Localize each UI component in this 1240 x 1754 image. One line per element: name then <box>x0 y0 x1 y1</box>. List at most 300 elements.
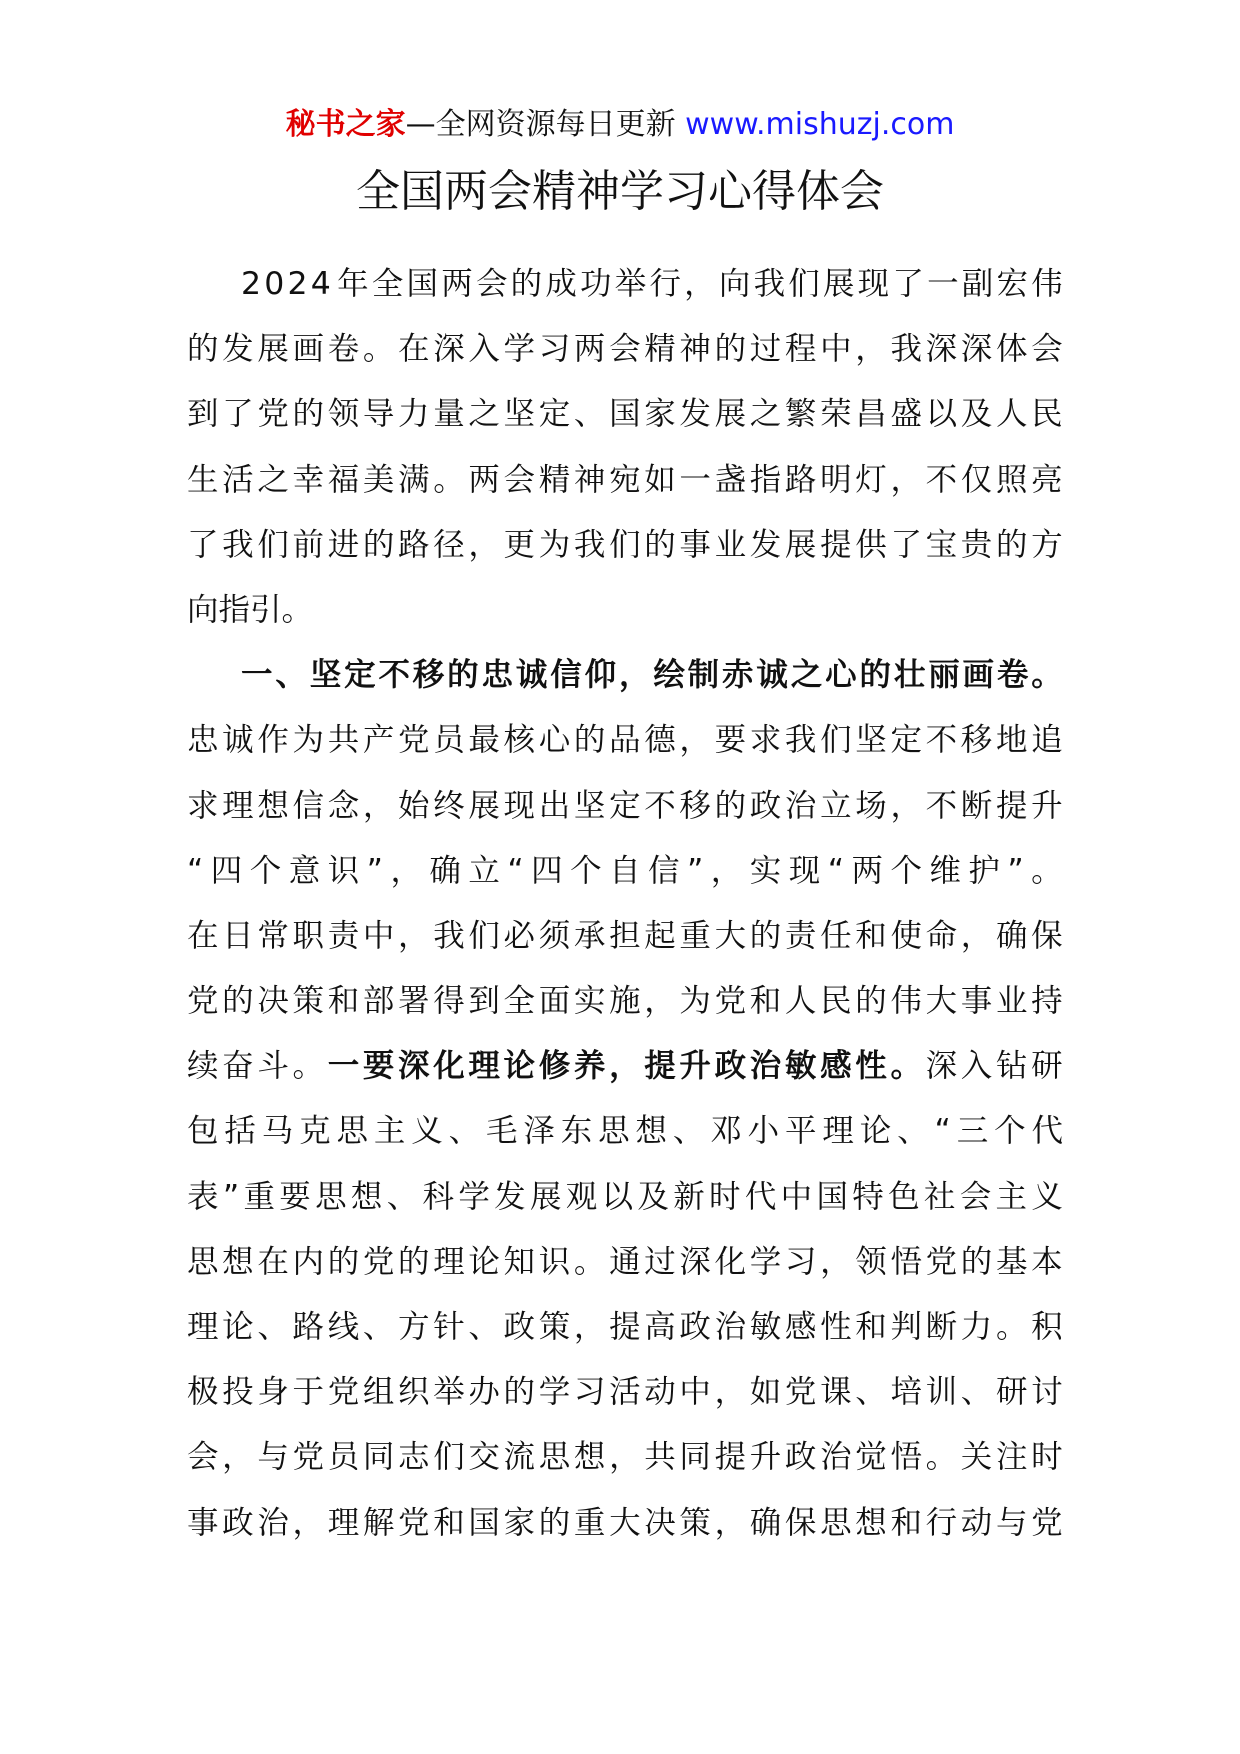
bold-char: 制 <box>687 657 720 694</box>
text-char: 们 <box>468 917 500 954</box>
bold-char: 。 <box>1031 657 1063 694</box>
text-char: 义 <box>1031 1178 1063 1215</box>
bold-char: 一 <box>327 1048 360 1085</box>
bold-char: 壮 <box>893 657 926 694</box>
text-char: 精 <box>538 461 571 498</box>
text-char: ， <box>468 526 500 563</box>
text-char: 为 <box>538 526 571 563</box>
text-char: 识 <box>538 1243 571 1280</box>
text-char: 表 <box>187 1178 219 1215</box>
text-char: 日 <box>222 917 254 954</box>
text-char: 党 <box>398 1504 430 1541</box>
bold-char: 移 <box>412 657 445 694</box>
text-char: 时 <box>1031 1439 1063 1476</box>
text-char: 量 <box>433 396 465 433</box>
text-char: 全 <box>371 266 404 302</box>
text-char: 党 <box>327 1374 360 1411</box>
text-char: ， <box>609 1439 641 1476</box>
text-char: 的 <box>644 526 676 563</box>
text-char: 了 <box>890 526 922 563</box>
text-char: 亮 <box>1031 461 1063 498</box>
site-url-link[interactable]: www.mishuzj.com <box>685 107 955 142</box>
text-line <box>187 1230 1063 1295</box>
text-char: 与 <box>995 1504 1028 1541</box>
text-char: 论 <box>222 1309 254 1345</box>
text-char: 们 <box>433 1439 465 1476</box>
text-char: 体 <box>995 331 1028 368</box>
text-char: 身 <box>257 1374 289 1411</box>
bold-char: 仰 <box>584 657 617 694</box>
text-char: 通 <box>609 1243 641 1280</box>
text-char: ， <box>890 787 922 824</box>
text-char: 提 <box>609 1309 641 1345</box>
text-char: 国 <box>816 1178 848 1215</box>
text-char: 在 <box>187 917 219 954</box>
text-char: 会 <box>187 1439 219 1476</box>
text-char: 判 <box>890 1309 922 1345</box>
text-char: 功 <box>580 266 612 302</box>
text-line <box>187 252 1063 317</box>
text-char: 国 <box>468 1504 500 1541</box>
text-char: 人 <box>995 396 1028 433</box>
text-char: 确 <box>749 1504 782 1541</box>
text-char: 家 <box>644 396 676 433</box>
text-char: 面 <box>538 983 571 1020</box>
text-char: 了 <box>187 526 219 563</box>
bold-char: 忠 <box>481 657 514 694</box>
text-char: 国 <box>609 396 641 433</box>
text-char: 我 <box>890 331 922 368</box>
text-char: 神 <box>679 331 711 368</box>
bold-char: 深 <box>398 1048 430 1085</box>
text-char: 终 <box>433 787 465 824</box>
text-char: 思 <box>538 1439 571 1476</box>
text-line <box>187 448 1063 513</box>
text-char: 个 <box>249 852 282 889</box>
text-char: 照 <box>995 461 1028 498</box>
text-line <box>187 839 1063 904</box>
text-char: 想 <box>635 1113 668 1150</box>
text-char: 必 <box>503 917 536 954</box>
text-char: 悟 <box>890 1243 922 1280</box>
text-char: 毛 <box>486 1113 518 1150</box>
text-char: 。 <box>1031 852 1063 889</box>
text-char: ， <box>573 1309 606 1345</box>
text-char: 针 <box>433 1309 465 1345</box>
text-char: 两 <box>441 266 473 302</box>
text-char: 展 <box>529 1178 562 1215</box>
bold-char: 养 <box>573 1048 606 1085</box>
text-char: 忠 <box>187 722 219 759</box>
text-char: 党 <box>784 1374 817 1411</box>
text-char: 的 <box>187 331 219 368</box>
text-char: “ <box>507 852 524 889</box>
text-line <box>187 578 1063 643</box>
text-char: 幸 <box>292 461 325 498</box>
text-char: 现 <box>788 852 821 889</box>
text-line <box>187 1034 1063 1099</box>
text-char: 向 <box>718 266 751 302</box>
bold-char: 心 <box>825 657 857 694</box>
text-char: 本 <box>1031 1243 1063 1280</box>
text-char: 的 <box>573 722 606 759</box>
text-char: 坚 <box>573 787 606 824</box>
bold-char: 诚 <box>515 657 548 694</box>
text-char: 时 <box>709 1178 741 1215</box>
text-char: 重 <box>243 1178 275 1215</box>
text-char: 力 <box>960 1309 993 1345</box>
text-char: 小 <box>747 1113 780 1150</box>
bold-char: 定 <box>344 657 376 694</box>
text-char: ， <box>714 1374 747 1411</box>
text-char: 论 <box>859 1113 892 1150</box>
text-char: 注 <box>995 1439 1028 1476</box>
text-char: 共 <box>327 722 360 759</box>
text-char: 主 <box>995 1178 1028 1215</box>
text-char: 论 <box>468 1243 500 1280</box>
text-char: 深 <box>433 331 465 368</box>
text-char: 施 <box>609 983 641 1020</box>
text-char: ， <box>820 1243 852 1280</box>
text-char: 指 <box>749 461 782 498</box>
text-char: 治 <box>820 1439 852 1476</box>
bold-char: 不 <box>378 657 410 694</box>
text-char: 定 <box>890 722 922 759</box>
text-char: ， <box>710 852 743 889</box>
text-char: 克 <box>299 1113 331 1150</box>
text-char: 一 <box>679 461 711 498</box>
text-char: 提 <box>820 526 852 563</box>
text-line <box>187 382 1063 447</box>
text-char: 策 <box>292 983 325 1020</box>
text-char: ” <box>366 852 383 889</box>
text-char: 心 <box>538 722 571 759</box>
text-char: 党 <box>714 983 747 1020</box>
text-char: 常 <box>257 917 289 954</box>
text-char: 流 <box>503 1439 536 1476</box>
text-char: 们 <box>257 526 289 563</box>
text-char: 习 <box>784 1243 817 1280</box>
text-char: 与 <box>257 1439 289 1476</box>
document-body <box>187 252 1063 1556</box>
text-char: 坚 <box>503 396 536 433</box>
text-char: ， <box>390 852 422 889</box>
text-char: 讨 <box>1031 1374 1063 1411</box>
text-char: 移 <box>960 722 993 759</box>
text-char: 责 <box>327 917 360 954</box>
bold-char: 卷 <box>996 657 1029 694</box>
text-char: 三 <box>956 1113 989 1150</box>
text-char: 核 <box>503 722 536 759</box>
text-char: 新 <box>673 1178 705 1215</box>
text-char: 自 <box>609 852 641 889</box>
text-char: 的 <box>960 1243 993 1280</box>
text-char: 思 <box>820 1504 852 1541</box>
text-char: 同 <box>362 1439 395 1476</box>
text-char: 地 <box>995 722 1028 759</box>
bold-char: 要 <box>362 1048 395 1085</box>
text-char: ， <box>362 787 395 824</box>
text-char: ， <box>890 461 922 498</box>
text-char: 决 <box>257 983 289 1020</box>
text-char: 提 <box>995 787 1028 824</box>
text-char: 在 <box>398 331 430 368</box>
text-char: 以 <box>601 1178 634 1215</box>
text-char: 之 <box>468 396 500 433</box>
text-char: 深 <box>960 331 993 368</box>
text-char: 我 <box>573 526 606 563</box>
text-char: 国 <box>406 266 439 302</box>
text-char: 平 <box>785 1113 817 1150</box>
text-line <box>187 1425 1063 1490</box>
text-char: 伟 <box>1031 266 1063 302</box>
text-char: 员 <box>327 1439 360 1476</box>
text-char: 。 <box>573 1243 606 1280</box>
text-char: 两 <box>468 461 500 498</box>
text-char: 我 <box>433 917 465 954</box>
text-char: 如 <box>749 1374 782 1411</box>
text-char: 理 <box>187 1309 219 1345</box>
text-char: 政 <box>679 1309 711 1345</box>
text-char: 深 <box>925 331 958 368</box>
text-char: 使 <box>890 917 922 954</box>
text-char: 悟 <box>890 1439 922 1476</box>
header-tagline: —全网资源每日更新 <box>405 107 676 142</box>
text-char: 学 <box>538 1374 571 1411</box>
bold-char: 理 <box>468 1048 500 1085</box>
text-char: 和 <box>890 1504 922 1541</box>
text-char: 立 <box>468 852 500 889</box>
text-char: 研 <box>1031 1048 1063 1085</box>
text-char: 和 <box>855 1309 887 1345</box>
text-char: 重 <box>573 1504 606 1541</box>
text-char: 员 <box>433 722 465 759</box>
text-char: 现 <box>503 787 536 824</box>
text-char: 升 <box>1031 787 1063 824</box>
text-char: 组 <box>362 1374 395 1411</box>
text-char: 敏 <box>749 1309 782 1345</box>
text-line <box>187 904 1063 969</box>
text-char: 的 <box>503 1374 536 1411</box>
text-char: 钻 <box>995 1048 1028 1085</box>
text-char: 宛 <box>609 461 641 498</box>
text-char: 积 <box>1031 1309 1063 1345</box>
text-char: 续 <box>187 1048 219 1085</box>
text-char: 最 <box>468 722 500 759</box>
text-char: 过 <box>749 331 782 368</box>
text-char: 之 <box>749 396 782 433</box>
section-heading-line <box>187 643 1063 708</box>
text-char: “ <box>827 852 845 889</box>
text-char: 部 <box>362 983 395 1020</box>
text-char: 想 <box>222 1243 254 1280</box>
bold-char: 的 <box>447 657 479 694</box>
text-char: 深 <box>925 1048 958 1085</box>
text-char: 化 <box>714 1243 747 1280</box>
text-char: 中 <box>820 331 852 368</box>
text-char: 展 <box>822 266 855 302</box>
text-char: 党 <box>292 1439 325 1476</box>
text-char: 任 <box>820 917 852 954</box>
text-char: 研 <box>995 1374 1028 1411</box>
bold-char: 。 <box>890 1048 922 1085</box>
text-line <box>187 1165 1063 1230</box>
text-char: 理 <box>822 1113 854 1150</box>
text-char: 在 <box>257 1243 289 1280</box>
text-char: 关 <box>960 1439 993 1476</box>
text-char: 追 <box>1031 722 1063 759</box>
text-char: 和 <box>749 983 782 1020</box>
text-char: 伟 <box>890 983 922 1020</box>
text-char: 发 <box>749 526 782 563</box>
text-char: 思 <box>336 1113 369 1150</box>
text-char: 供 <box>855 526 887 563</box>
text-char: ， <box>855 331 887 368</box>
text-char: 民 <box>1031 396 1063 433</box>
text-char: 发 <box>679 396 711 433</box>
text-char: 入 <box>468 331 500 368</box>
text-char: 想 <box>350 1178 383 1215</box>
text-char: 极 <box>187 1374 219 1411</box>
text-char: 大 <box>925 983 958 1020</box>
document-title: 全国两会精神学习心得体会 <box>356 166 884 217</box>
text-char: 责 <box>784 917 817 954</box>
text-line <box>187 317 1063 382</box>
text-char: 之 <box>257 461 289 498</box>
text-char: 觉 <box>855 1439 887 1476</box>
text-char: 持 <box>1031 983 1063 1020</box>
text-char: 领 <box>855 1243 887 1280</box>
text-char: 4 <box>310 266 331 302</box>
text-char: 想 <box>573 1439 606 1476</box>
text-char: 基 <box>995 1243 1028 1280</box>
text-char: 思 <box>315 1178 347 1215</box>
text-char: 个 <box>994 1113 1026 1150</box>
text-char: 满 <box>398 461 430 498</box>
text-char: 须 <box>538 917 571 954</box>
text-char: 动 <box>644 1374 676 1411</box>
text-char: 的 <box>714 787 747 824</box>
text-char: 起 <box>644 917 676 954</box>
text-char: 盛 <box>890 396 922 433</box>
bold-char: 、 <box>275 657 307 694</box>
text-char: ， <box>222 1439 254 1476</box>
text-char: 社 <box>923 1178 956 1215</box>
text-char: 思 <box>187 1243 219 1280</box>
text-char: 实 <box>749 852 782 889</box>
text-char: 重 <box>679 917 711 954</box>
text-char: 立 <box>820 787 852 824</box>
text-char: 德 <box>644 722 676 759</box>
text-char: 生 <box>187 461 219 498</box>
text-char: 。 <box>292 1048 325 1085</box>
text-char: 解 <box>362 1504 395 1541</box>
text-char: 要 <box>714 722 747 759</box>
text-char: 包 <box>187 1113 219 1150</box>
text-char: 习 <box>573 1374 606 1411</box>
text-char: 、 <box>386 1178 419 1215</box>
text-char: 过 <box>644 1243 676 1280</box>
text-char: 举 <box>614 266 647 302</box>
text-char: 括 <box>224 1113 256 1150</box>
text-char: 的 <box>749 917 782 954</box>
bold-char: 绘 <box>653 657 685 694</box>
text-char: 、 <box>573 396 606 433</box>
text-char: 。 <box>362 331 395 368</box>
text-char: 事 <box>679 526 711 563</box>
text-char: 主 <box>373 1113 406 1150</box>
text-char: 治 <box>257 1504 289 1541</box>
bold-char: 性 <box>855 1048 887 1085</box>
text-char: ， <box>398 917 430 954</box>
text-char: 马 <box>261 1113 294 1150</box>
text-char: 担 <box>609 917 641 954</box>
text-char: 活 <box>609 1374 641 1411</box>
text-char: 特 <box>852 1178 884 1215</box>
text-char: 的 <box>398 1243 430 1280</box>
text-char: ， <box>684 266 716 302</box>
text-char: 行 <box>649 266 681 302</box>
text-char: 政 <box>749 787 782 824</box>
text-char: 我 <box>784 722 817 759</box>
text-char: 的 <box>222 983 254 1020</box>
bold-char: 治 <box>749 1048 782 1085</box>
text-char: ， <box>960 917 993 954</box>
bold-char: ， <box>618 657 651 694</box>
text-char: 党 <box>398 722 430 759</box>
text-char: 个 <box>890 852 922 889</box>
text-char: 的 <box>714 331 747 368</box>
text-char: 坚 <box>855 722 887 759</box>
text-char: 会 <box>1031 331 1063 368</box>
text-char: 代 <box>1031 1113 1063 1150</box>
text-char: 于 <box>292 1374 325 1411</box>
text-char: 。 <box>995 1309 1028 1345</box>
text-char: 和 <box>327 983 360 1020</box>
text-char: 、 <box>362 1309 395 1345</box>
text-char: 展 <box>784 526 817 563</box>
bold-char: 政 <box>714 1048 747 1085</box>
text-char: 繁 <box>784 396 817 433</box>
text-line <box>187 708 1063 773</box>
bold-char: 之 <box>790 657 823 694</box>
text-char: 活 <box>222 461 254 498</box>
text-segment: 向指引。 <box>187 591 314 628</box>
text-char: 、 <box>448 1113 481 1150</box>
text-char: 径 <box>433 526 465 563</box>
text-char: 卷 <box>327 331 360 368</box>
text-char: 前 <box>292 526 325 563</box>
text-char: 事 <box>960 983 993 1020</box>
text-char: “ <box>934 1113 951 1150</box>
text-char: 人 <box>784 983 817 1020</box>
text-char: 路 <box>398 526 430 563</box>
text-char: 想 <box>257 787 289 824</box>
text-line <box>187 1295 1063 1360</box>
text-char: 中 <box>362 917 395 954</box>
text-char: 意 <box>288 852 321 889</box>
text-char: 知 <box>503 1243 536 1280</box>
text-char: 署 <box>398 983 430 1020</box>
text-char: 、 <box>897 1113 929 1150</box>
text-char: 不 <box>644 787 676 824</box>
text-char: 党 <box>925 1243 958 1280</box>
text-char: 家 <box>503 1504 536 1541</box>
bold-char: ， <box>609 1048 641 1085</box>
text-char: 会 <box>959 1178 992 1215</box>
text-char: 学 <box>503 331 536 368</box>
text-char: 信 <box>648 852 680 889</box>
